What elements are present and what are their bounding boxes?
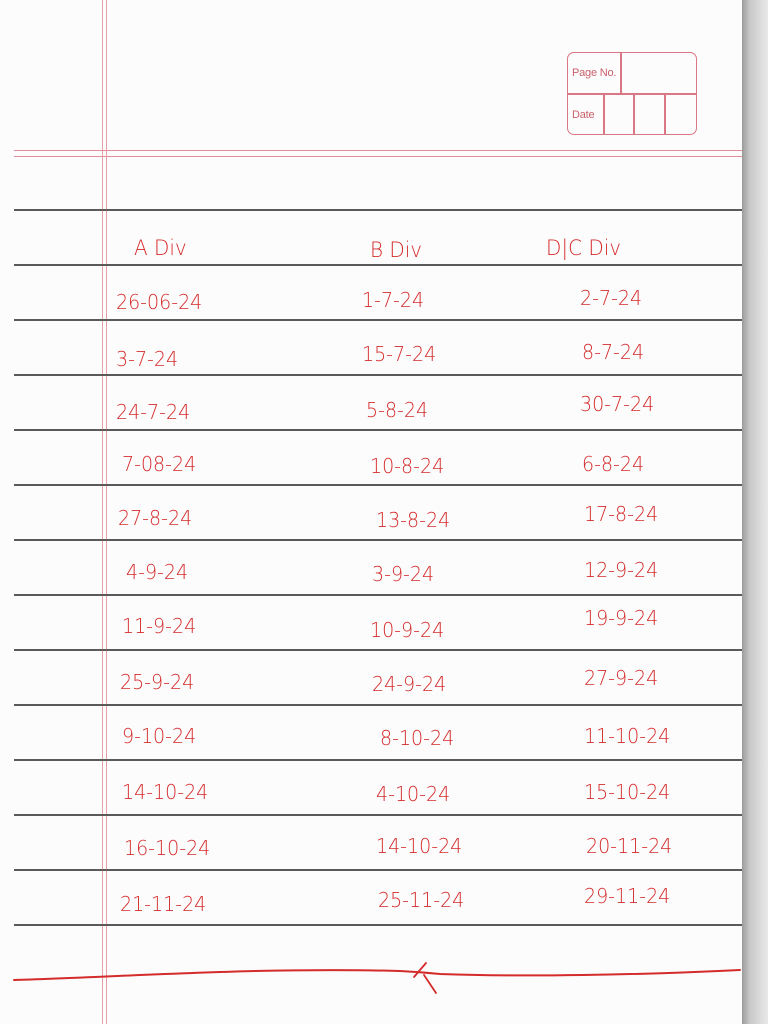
date-cell: 24-9-24 bbox=[372, 672, 447, 696]
end-line-with-check-mark bbox=[0, 955, 742, 1000]
date-cell: 9-10-24 bbox=[122, 724, 197, 748]
box-divider bbox=[633, 94, 635, 135]
date-label: Date bbox=[572, 109, 595, 121]
date-cell: 17-8-24 bbox=[584, 502, 659, 526]
date-cell: 2-7-24 bbox=[580, 286, 643, 310]
column-heading-b: B Div bbox=[370, 238, 423, 262]
ruled-line bbox=[14, 814, 742, 816]
date-cell: 30-7-24 bbox=[580, 392, 655, 416]
date-cell: 8-7-24 bbox=[582, 340, 645, 364]
date-cell: 7-08-24 bbox=[122, 452, 197, 476]
date-cell: 19-9-24 bbox=[584, 606, 659, 630]
date-cell: 24-7-24 bbox=[116, 400, 191, 424]
ruled-line bbox=[14, 429, 742, 431]
ruled-line bbox=[14, 594, 742, 596]
ruled-line bbox=[14, 924, 742, 926]
ruled-line bbox=[14, 649, 742, 651]
date-cell: 25-9-24 bbox=[120, 670, 195, 694]
box-divider bbox=[603, 94, 605, 135]
date-cell: 21-11-24 bbox=[120, 892, 207, 916]
column-heading-dc: D|C Div bbox=[546, 236, 622, 260]
box-divider bbox=[620, 53, 622, 93]
date-cell: 3-7-24 bbox=[116, 347, 179, 371]
date-cell: 5-8-24 bbox=[366, 398, 429, 422]
ruled-line bbox=[14, 484, 742, 486]
ruled-line bbox=[14, 264, 742, 266]
date-cell: 12-9-24 bbox=[584, 558, 659, 582]
page-no-label: Page No. bbox=[572, 67, 617, 79]
date-cell: 15-7-24 bbox=[362, 342, 437, 366]
date-cell: 29-11-24 bbox=[584, 884, 671, 908]
date-cell: 14-10-24 bbox=[376, 834, 463, 858]
date-cell: 11-10-24 bbox=[584, 724, 671, 748]
column-heading-a: A Div bbox=[134, 236, 187, 260]
date-cell: 3-9-24 bbox=[372, 562, 435, 586]
box-divider bbox=[664, 94, 666, 135]
date-cell: 13-8-24 bbox=[376, 508, 451, 532]
date-cell: 6-8-24 bbox=[582, 452, 645, 476]
ruled-line bbox=[14, 209, 742, 211]
date-cell: 4-10-24 bbox=[376, 782, 451, 806]
ruled-line bbox=[14, 319, 742, 321]
date-cell: 20-11-24 bbox=[586, 834, 673, 858]
date-cell: 15-10-24 bbox=[584, 780, 671, 804]
date-cell: 16-10-24 bbox=[124, 836, 211, 860]
date-cell: 1-7-24 bbox=[362, 288, 425, 312]
date-cell: 4-9-24 bbox=[126, 560, 189, 584]
date-cell: 25-11-24 bbox=[378, 888, 465, 912]
date-cell: 10-8-24 bbox=[370, 454, 445, 478]
page-date-box bbox=[567, 52, 697, 135]
date-cell: 27-8-24 bbox=[118, 506, 193, 530]
ruled-line bbox=[14, 704, 742, 706]
header-rule bbox=[14, 156, 742, 157]
date-cell: 10-9-24 bbox=[370, 618, 445, 642]
header-rule bbox=[14, 150, 742, 151]
date-cell: 11-9-24 bbox=[122, 614, 197, 638]
date-cell: 27-9-24 bbox=[584, 666, 659, 690]
box-divider bbox=[568, 93, 696, 95]
ruled-line bbox=[14, 374, 742, 376]
ruled-line bbox=[14, 539, 742, 541]
date-cell: 8-10-24 bbox=[380, 726, 455, 750]
ruled-line bbox=[14, 759, 742, 761]
date-cell: 14-10-24 bbox=[122, 780, 209, 804]
date-cell: 26-06-24 bbox=[116, 290, 203, 314]
ruled-line bbox=[14, 869, 742, 871]
page-edge-shadow bbox=[742, 0, 768, 1024]
